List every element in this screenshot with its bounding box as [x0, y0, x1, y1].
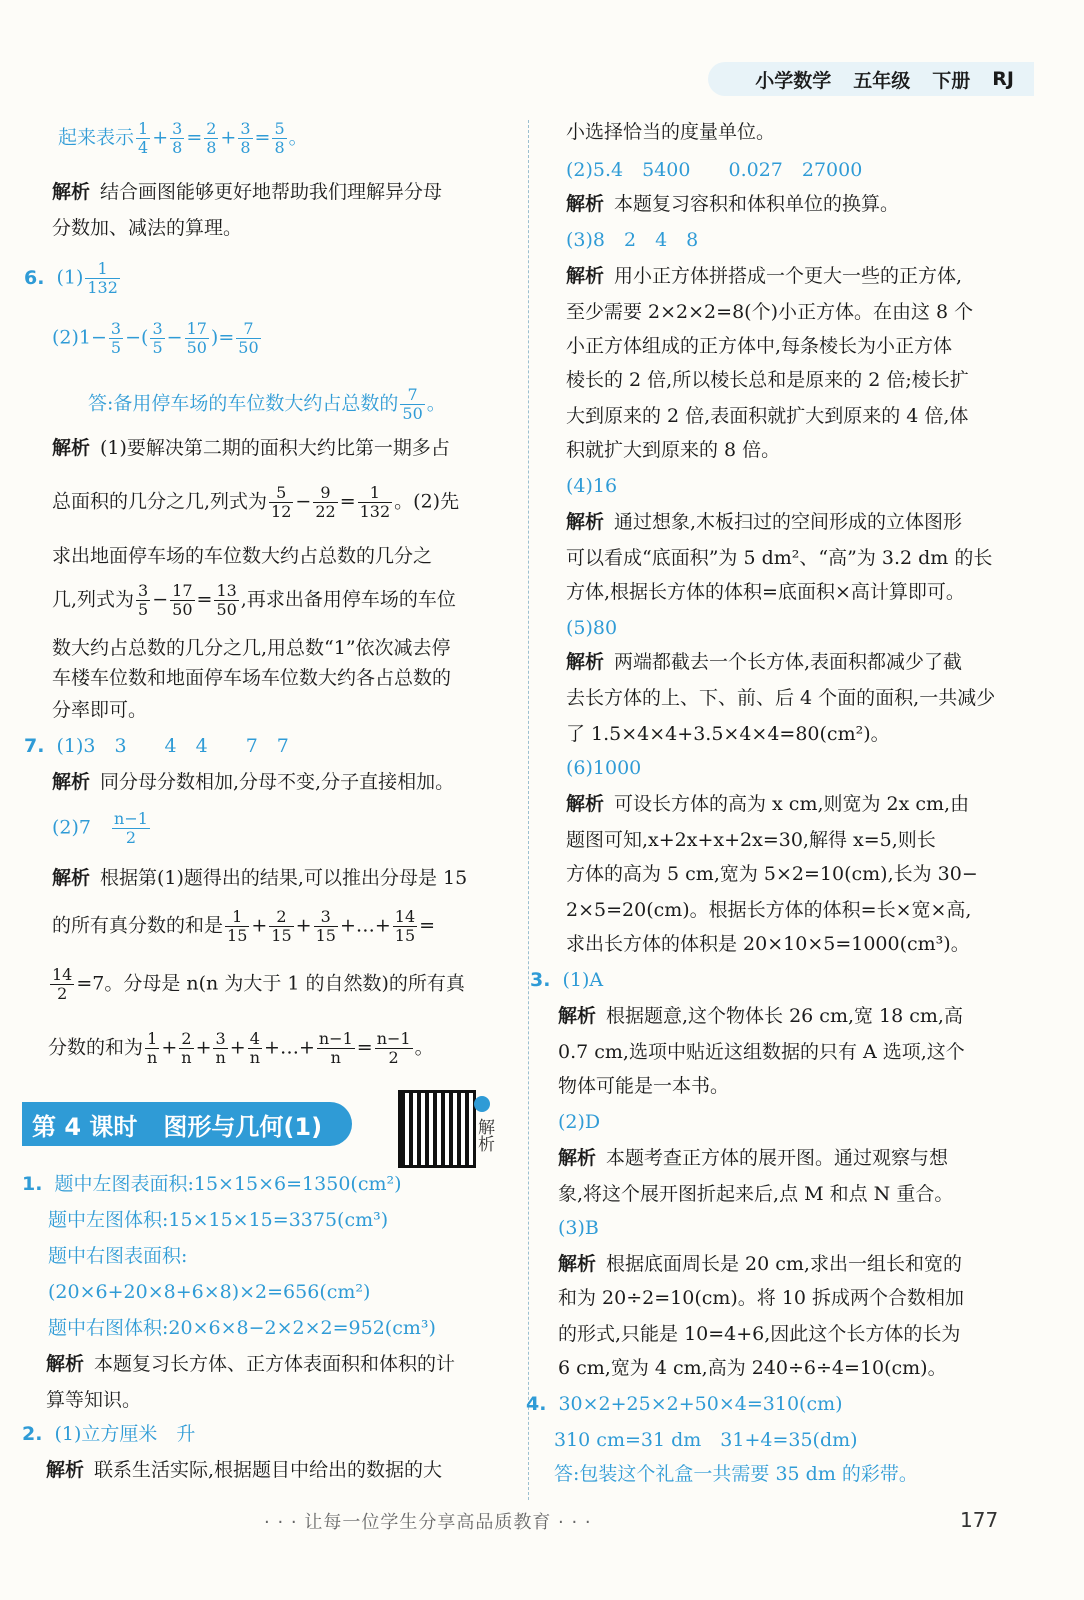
play-icon [474, 1096, 490, 1112]
text-line: 求出地面停车场的车位数大约占总数的几分之 [52, 545, 433, 567]
text-line: 小选择恰当的度量单位。 [566, 121, 776, 143]
analysis-line: 解析 可设长方体的高为 x cm,则宽为 2x cm,由 [566, 793, 970, 815]
analysis-line: 解析 两端都截去一个长方体,表面积都减少了截 [566, 651, 963, 673]
text-line: 至少需要 2×2×2=8(个)小正方体。在由这 8 个 [566, 301, 974, 323]
footer-slogan: · · · 让每一位学生分享高品质教育 · · · [264, 1512, 592, 1533]
lesson-number: 第 4 课时 [32, 1112, 138, 1141]
text-line: 方体的高为 5 cm,宽为 5×2=10(cm),长为 30− [566, 863, 978, 885]
fraction: $\frac{2}{8}$ [206, 119, 217, 157]
question-7-part-1: 7. (1)3 3 4 4 7 7 [24, 735, 289, 757]
fraction: $\frac{3}{8}$ [240, 119, 251, 157]
qr-code-icon[interactable] [398, 1090, 476, 1168]
text-line: 象,将这个展开图折起来后,点 M 和点 N 重合。 [558, 1183, 954, 1205]
section-1-line-2: 题中左图体积:15×15×15=3375(cm³) [48, 1209, 389, 1231]
analysis-line: 解析 用小正方体拼搭成一个更大一些的正方体, [566, 265, 963, 287]
header-edition: RJ [992, 68, 1014, 90]
question-4-line: 4. 30×2+25×2+50×4=310(cm) [526, 1393, 843, 1415]
analysis-line: 解析 本题复习长方体、正方体表面积和体积的计 [46, 1353, 456, 1375]
text-line: 和为 20÷2=10(cm)。将 10 拆成两个合数相加 [558, 1287, 965, 1309]
fraction: $\frac{5}{8}$ [274, 119, 285, 157]
analysis-line: $\frac{14}{2}$ =7。分母是 n(n 为大于 1 的自然数)的所有真 [52, 965, 465, 1003]
text-line: 物体可能是一本书。 [558, 1075, 730, 1097]
text-line: 题图可知,x+2x+x+2x=30,解得 x=5,则长 [566, 829, 936, 851]
text-line: 2×5=20(cm)。根据长方体的体积=长×宽×高, [566, 899, 972, 921]
analysis-line: 解析 (1)要解决第二期的面积大约比第一期多占 [52, 437, 450, 459]
text-line: 棱长的 2 倍,所以棱长总和是原来的 2 倍;棱长扩 [566, 369, 969, 391]
text-line: 的形式,只能是 10=4+6,因此这个长方体的长为 [558, 1323, 961, 1345]
question-3-line: 3. (1)A [530, 969, 604, 991]
section-1-line-1: 1. 题中左图表面积:15×15×6=1350(cm²) [22, 1173, 402, 1195]
analysis-line: 总面积的几分之几,列式为 $\frac{5}{12}$ − $\frac{9}{22}$ = $\frac{1}{132}$ 。(2)先 [52, 483, 460, 521]
text-line: 了 1.5×4×4+3.5×4×4=80(cm²)。 [566, 723, 890, 745]
text-line: 小正方体组成的正方体中,每条棱长为小正方体 [566, 335, 953, 357]
text-line: 0.7 cm,选项中贴近这组数据的只有 A 选项,这个 [558, 1041, 965, 1063]
analysis-line: 的所有真分数的和是 $\frac{1}{15}$ + $\frac{2}{15}$ + $\frac{3}{15}$ +…+ $\frac{14}{15}$ = [52, 907, 436, 945]
text-line: 方体,根据长方体的体积=底面积×高计算即可。 [566, 581, 965, 603]
analysis-line: 解析 根据第(1)题得出的结果,可以推出分母是 15 [52, 867, 468, 889]
answer-line: 310 cm=31 dm 31+4=35(dm) [554, 1429, 858, 1451]
question-7-part-2: (2)7 $\frac{n-1}{2}$ [52, 809, 148, 847]
answer-line: (2)D [558, 1111, 601, 1133]
answer-line: (2)5.4 5400 0.027 27000 [566, 159, 863, 181]
text-line: 求出长方体的体积是 20×10×5=1000(cm³)。 [566, 933, 970, 955]
text-line: 6 cm,宽为 4 cm,高为 240÷6÷4=10(cm)。 [558, 1357, 947, 1379]
answer-line: (3)B [558, 1217, 599, 1239]
analysis-line: 解析 联系生活实际,根据题目中给出的数据的大 [46, 1459, 443, 1481]
column-divider [528, 120, 529, 1500]
analysis-line: 解析 根据底面周长是 20 cm,求出一组长和宽的 [558, 1253, 962, 1275]
section-1-line-5: 题中右图体积:20×6×8−2×2×2=952(cm³) [48, 1317, 436, 1339]
text-line: 可以看成“底面积”为 5 dm²、“高”为 3.2 dm 的长 [566, 547, 993, 569]
analysis-line: 分数的和为 $\frac{1}{n}$ + $\frac{2}{n}$ + $\frac{3}{n}$ + $\frac{4}{n}$ +…+ $\frac{n-1}{n}$ = $\frac{n-1}{2}$ 。 [48, 1029, 434, 1067]
header-volume: 下册 [932, 69, 971, 92]
analysis-line: 解析 根据题意,这个物体长 26 cm,宽 18 cm,高 [558, 1005, 963, 1027]
fraction: $\frac{1}{4}$ [138, 119, 149, 157]
section-1-line-3: 题中右图表面积: [48, 1245, 188, 1267]
lesson-banner [22, 1102, 352, 1146]
text-line: 分数加、减法的算理。 [52, 217, 243, 239]
fraction: $\frac{3}{8}$ [172, 119, 183, 157]
text-line: 去长方体的上、下、前、后 4 个面的面积,一共减少 [566, 687, 996, 709]
text-line: 算等知识。 [46, 1389, 142, 1411]
answer-line: (6)1000 [566, 757, 642, 779]
analysis-line: 解析 结合画图能够更好地帮助我们理解异分母 [52, 181, 443, 203]
question-6-part-1: 6. (1) $\frac{1}{132}$ [24, 259, 118, 297]
page-header [708, 62, 1034, 96]
header-subject: 小学数学 [755, 69, 832, 92]
text-line: 车楼车位数和地面停车场车位数大约各占总数的 [52, 667, 452, 689]
text-line: 数大约占总数的几分之几,用总数“1”依次减去停 [52, 637, 451, 659]
section-2-line-1: 2. (1)立方厘米 升 [22, 1423, 196, 1445]
answer-line: (4)16 [566, 475, 618, 497]
analysis-line: 解析 本题考查正方体的展开图。通过观察与想 [558, 1147, 949, 1169]
analysis-line: 几,列式为 $\frac{3}{5}$ − $\frac{17}{50}$ = $\frac{13}{50}$ ,再求出备用停车场的车位 [52, 581, 456, 619]
analysis-line: 解析 本题复习容积和体积单位的换算。 [566, 193, 900, 215]
text-line: 大到原来的 2 倍,表面积就扩大到原来的 4 倍,体 [566, 405, 969, 427]
section-1-line-4: (20×6+20×8+6×8)×2=656(cm²) [48, 1281, 371, 1303]
page-number: 177 [960, 1508, 999, 1532]
answer-line: 起来表示 $\frac{1}{4}$ + $\frac{3}{8}$ = $\frac{2}{8}$ + $\frac{3}{8}$ = $\frac{5}{8}$ 。 [58, 119, 308, 157]
qr-label: 解析 [474, 1118, 494, 1152]
answer-line: 答:包装这个礼盒一共需要 35 dm 的彩带。 [554, 1463, 918, 1485]
text-line: 分率即可。 [52, 699, 148, 721]
question-6-answer: 答:备用停车场的车位数大约占总数的 $\frac{7}{50}$ 。 [88, 385, 446, 423]
header-grade: 五年级 [853, 69, 911, 92]
answer-line: (5)80 [566, 617, 618, 639]
text-line: 积就扩大到原来的 8 倍。 [566, 439, 781, 461]
question-6-part-2: (2)1− $\frac{3}{5}$ −( $\frac{3}{5}$ − $\frac{17}{50}$ )= $\frac{7}{50}$ [52, 319, 259, 357]
answer-line: (3)8 2 4 8 [566, 229, 699, 251]
analysis-line: 解析 通过想象,木板扫过的空间形成的立体图形 [566, 511, 963, 533]
lesson-title: 图形与几何(1) [163, 1112, 323, 1141]
analysis-line: 解析 同分母分数相加,分母不变,分子直接相加。 [52, 771, 455, 793]
